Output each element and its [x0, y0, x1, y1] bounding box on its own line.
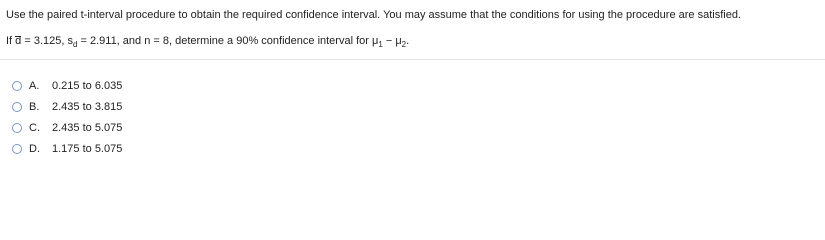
d-value: = 3.125, s	[21, 35, 73, 47]
mu2-subscript: 2	[401, 40, 407, 49]
minus-mu: − μ	[382, 35, 402, 47]
question-given	[6, 35, 409, 47]
question-instruction: Use the paired t-interval procedure to obtain the required confidence interval. You may assume that the conditions for using the procedure are satisfied.	[6, 9, 741, 21]
radio-icon[interactable]	[12, 144, 22, 154]
sd-subscript: d	[72, 40, 78, 49]
option-b[interactable]	[12, 96, 122, 117]
option-text: 0.215 to 6.035	[52, 79, 123, 92]
given-prefix: If	[6, 35, 16, 47]
option-letter: D.	[29, 142, 40, 155]
sentence-end: .	[406, 35, 410, 47]
option-letter: C.	[29, 121, 40, 134]
d-bar-symbol: d	[15, 35, 22, 47]
radio-icon[interactable]	[12, 81, 22, 91]
option-text: 2.435 to 3.815	[52, 100, 123, 113]
divider	[0, 59, 825, 60]
option-d[interactable]	[12, 138, 122, 159]
option-text: 1.175 to 5.075	[52, 142, 123, 155]
mu1-subscript: 1	[378, 40, 383, 49]
answer-options	[12, 75, 122, 159]
option-c[interactable]	[12, 117, 122, 138]
option-text: 2.435 to 5.075	[52, 121, 123, 134]
sd-value: = 2.911, and n = 8, determine a 90% confidence interval for μ	[77, 35, 379, 47]
option-letter: A.	[29, 79, 40, 92]
option-a[interactable]	[12, 75, 122, 96]
radio-icon[interactable]	[12, 123, 22, 133]
radio-icon[interactable]	[12, 102, 22, 112]
option-letter: B.	[29, 100, 40, 113]
